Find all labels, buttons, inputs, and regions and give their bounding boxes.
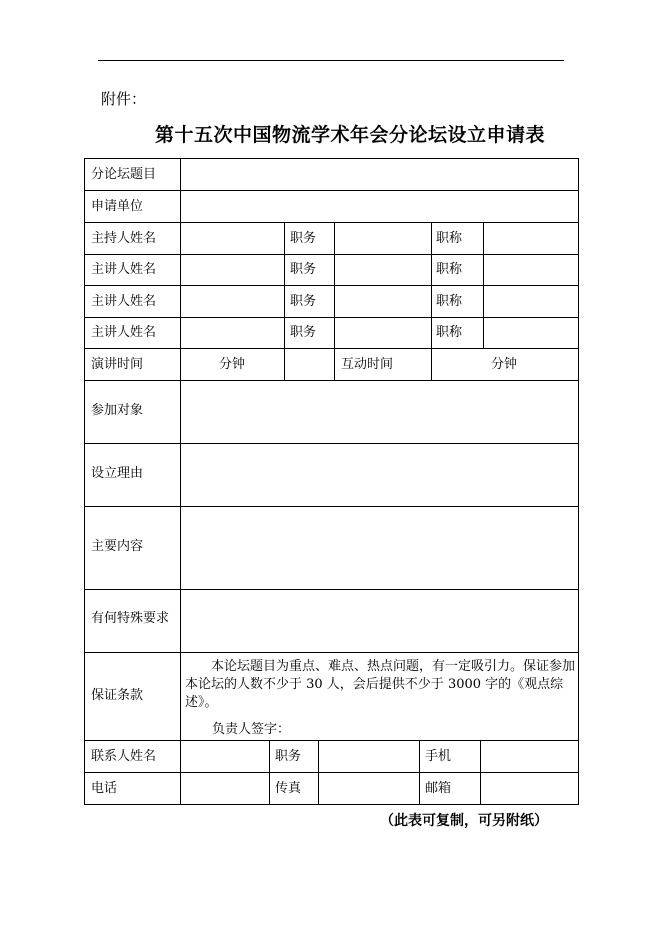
- label-speaker-name: 主讲人姓名: [91, 262, 157, 277]
- label-speaker-name: 主讲人姓名: [91, 325, 157, 340]
- attachment-label: 附件：: [101, 90, 147, 108]
- label-speech-minutes: 分钟: [218, 357, 245, 372]
- label-position: 职务: [290, 231, 317, 246]
- label-interaction-time: 互动时间: [341, 357, 394, 372]
- label-position: 职务: [290, 325, 317, 340]
- label-title-rank: 职称: [436, 231, 463, 246]
- form-title: 第十五次中国物流学术年会分论坛设立申请表: [154, 124, 545, 146]
- label-interaction-minutes: 分钟: [490, 357, 517, 372]
- guarantee-clause: [185, 658, 575, 712]
- label-applicant-unit: 申请单位: [91, 199, 144, 214]
- label-position: 职务: [290, 294, 317, 309]
- label-forum-topic: 分论坛题目: [91, 167, 157, 182]
- label-mobile: 手机: [425, 749, 452, 764]
- label-audience: 参加对象: [91, 403, 144, 418]
- label-speech-time: 演讲时间: [91, 357, 144, 372]
- label-main-content: 主要内容: [91, 539, 144, 554]
- label-phone: 电话: [91, 781, 118, 796]
- label-reason: 设立理由: [91, 466, 144, 481]
- label-contact-position: 职务: [275, 749, 302, 764]
- guarantee-text: 本论坛题目为重点、难点、热点问题，有一定吸引力。保证参加本论坛的人数不少于 30 人，会后提供不少于 3000 字的《观点综述》。: [185, 659, 576, 710]
- label-host-name: 主持人姓名: [91, 231, 157, 246]
- label-speaker-name: 主讲人姓名: [91, 294, 157, 309]
- footnote: （此表可复制，可另附纸）: [380, 813, 548, 829]
- label-title-rank: 职称: [436, 325, 463, 340]
- label-guarantee-terms: 保证条款: [91, 688, 144, 703]
- label-title-rank: 职称: [436, 294, 463, 309]
- header-rule: [98, 60, 564, 61]
- signature-label: 负责人签字：: [212, 722, 291, 737]
- label-fax: 传真: [275, 781, 302, 796]
- label-position: 职务: [290, 262, 317, 277]
- label-special-requirements: 有何特殊要求: [91, 611, 170, 626]
- label-contact-name: 联系人姓名: [91, 749, 157, 764]
- label-title-rank: 职称: [436, 262, 463, 277]
- label-email: 邮箱: [425, 781, 452, 796]
